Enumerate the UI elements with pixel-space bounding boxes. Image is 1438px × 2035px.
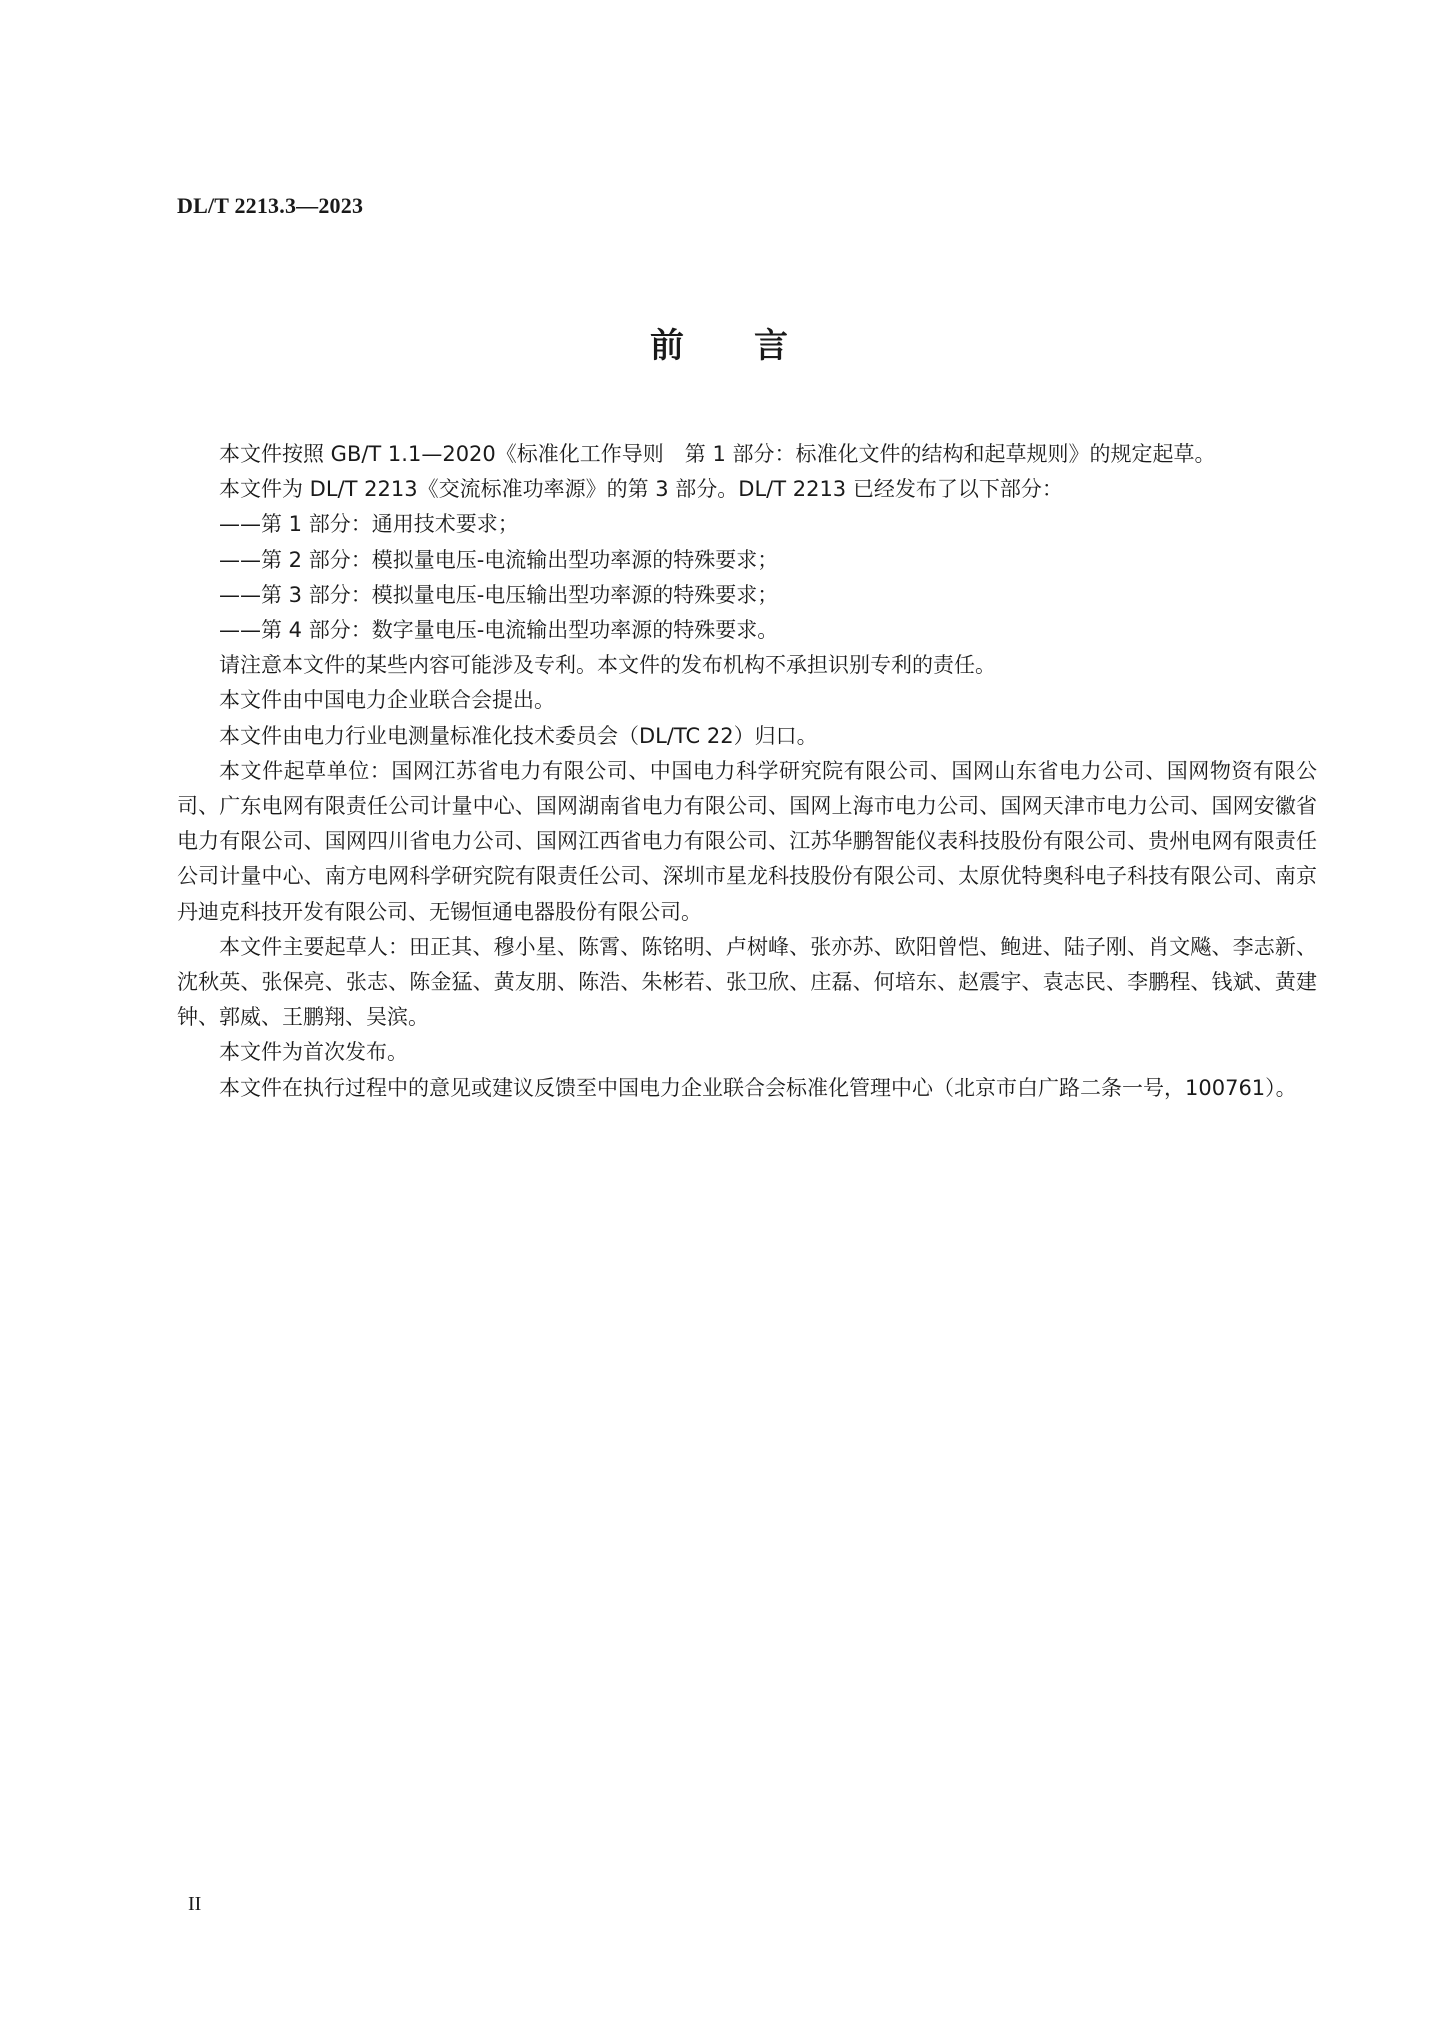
paragraph-feedback: 本文件在执行过程中的意见或建议反馈至中国电力企业联合会标准化管理中心（北京市白广路二条一号，100761）。 [219, 1075, 1297, 1100]
paragraph-proposer: 本文件由中国电力企业联合会提出。 [219, 688, 555, 713]
page-number: II [188, 1893, 202, 1915]
list-item-part-2: ——第 2 部分：模拟量电压-电流输出型功率源的特殊要求； [219, 547, 779, 572]
paragraph-drafters: 本文件主要起草人：田正其、穆小星、陈霄、陈铭明、卢树峰、张亦苏、欧阳曾恺、鲍进、陆子刚、肖文飚、李志新、沈秋英、张保亮、张志、陈金猛、黄友朋、陈浩、朱彬若、张卫欣、庄磊、何培东、赵震宇、袁志民、李鹏程、钱斌、黄建钟、郭威、王鹏翔、吴滨。 [177, 934, 1317, 1030]
document-id: DL/T 2213.3—2023 [177, 193, 364, 218]
list-item-part-1: ——第 1 部分：通用技术要求； [219, 512, 519, 537]
paragraph-committee: 本文件由电力行业电测量标准化技术委员会（DL/TC 22）归口。 [219, 723, 818, 748]
paragraph-drafting-units: 本文件起草单位：国网江苏省电力有限公司、中国电力科学研究院有限公司、国网山东省电力公司、国网物资有限公司、广东电网有限责任公司计量中心、国网湖南省电力有限公司、国网上海市电力公司、国网天津市电力公司、国网安徽省电力有限公司、国网四川省电力公司、国网江西省电力有限公司、江苏华鹏智能仪表科技股份有限公司、贵州电网有限责任公司计量中心、南方电网科学研究院有限责任公司、深圳市星龙科技股份有限公司、太原优特奥科电子科技有限公司、南京丹迪克科技开发有限公司、无锡恒通电器股份有限公司。 [177, 758, 1317, 924]
paragraph-first-release: 本文件为首次发布。 [219, 1040, 408, 1065]
page-title: 前言 [650, 326, 858, 366]
list-item-part-4: ——第 4 部分：数字量电压-电流输出型功率源的特殊要求。 [219, 618, 779, 643]
paragraph-patent-notice: 请注意本文件的某些内容可能涉及专利。本文件的发布机构不承担识别专利的责任。 [219, 653, 996, 678]
list-item-part-3: ——第 3 部分：模拟量电压-电压输出型功率源的特殊要求； [219, 582, 779, 607]
paragraph-parts-intro: 本文件为 DL/T 2213《交流标准功率源》的第 3 部分。DL/T 2213 已经发布了以下部分： [219, 477, 1063, 502]
foreword-body [177, 437, 1317, 1106]
paragraph-drafting-rules: 本文件按照 GB/T 1.1—2020《标准化工作导则 第 1 部分：标准化文件的结构和起草规则》的规定起草。 [219, 442, 1216, 466]
